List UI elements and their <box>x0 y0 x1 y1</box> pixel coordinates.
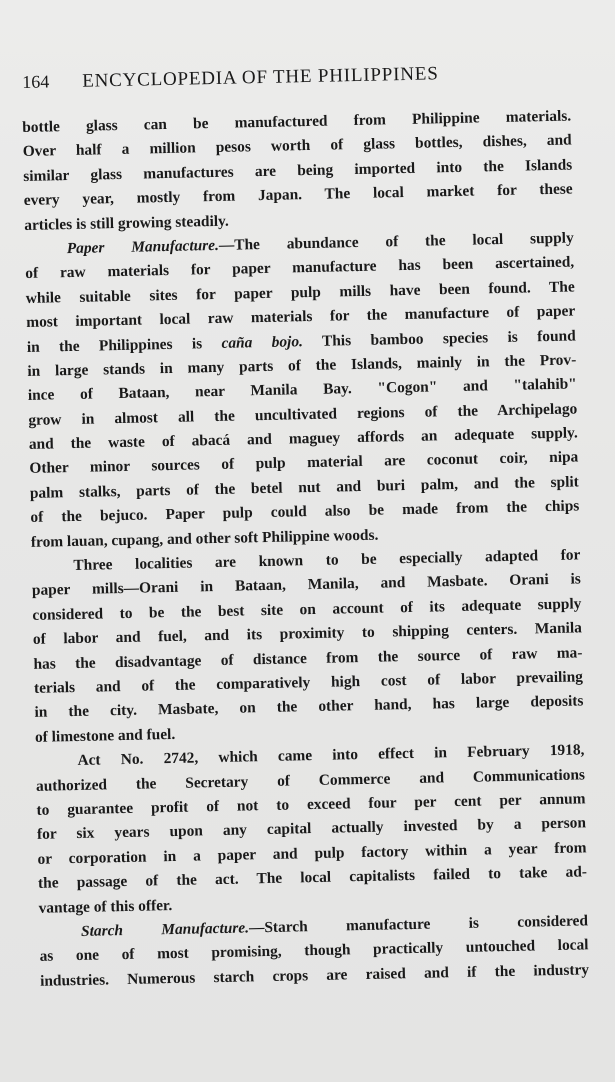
text-line: from lauan, cupang, and other soft Philippine woods. <box>30 526 379 551</box>
text-line: paper mills—Orani in Bataan, Manila, and Masbate. Orani is <box>31 570 582 600</box>
body-text <box>22 105 589 994</box>
paragraph-paper-manufacture <box>25 226 581 555</box>
paragraph-act-2742 <box>35 739 587 921</box>
text-line: terials and of the comparatively high cost of labor prevailing <box>33 668 584 697</box>
text-line: to guarantee profit of not to exceed four per cent per annum <box>36 790 586 819</box>
text-line: and the waste of abacá and maguey affords an adequate supply. <box>28 424 578 454</box>
text-line: in large stands in many parts of the Islands, mainly in the Prov- <box>27 351 577 380</box>
text-line: industries. Numerous starch crops are raised and if the industry <box>39 960 590 990</box>
text-line: every year, mostly from Japan. The local market for these <box>23 180 573 210</box>
text-line: Other minor sources of pulp material are coconut coir, nipa <box>29 448 579 478</box>
text-line: similar glass manufactures are being imported into the Islands <box>23 156 573 185</box>
text-line: ince of Bataan, near Manila Bay. "Cogon" and "talahib" <box>27 375 577 405</box>
text-fragment: —Starch manufacture is considered <box>248 912 589 937</box>
text-line: of limestone and fuel. <box>34 725 176 746</box>
text-fragment: Three localities are known to be especially adapted for <box>73 546 581 575</box>
text-line: vantage of this offer. <box>38 896 173 917</box>
paragraph-localities <box>31 543 584 750</box>
text-line: grow in almost all the uncultivated regions of the Archipelago <box>28 400 578 429</box>
text-line: or corporation in a paper and pulp factory within a year from <box>37 839 587 868</box>
text-line: articles is still growing steadily. <box>24 212 229 234</box>
text-fragment: This bamboo species is found <box>321 326 576 350</box>
text-line: has the disadvantage of distance from the source of raw ma- <box>33 643 583 673</box>
section-heading-paper: Paper Manufacture. <box>66 236 220 258</box>
paragraph-glass <box>22 105 573 238</box>
text-line: bottle glass can be manufactured from Philippine materials. <box>22 107 572 136</box>
text-line: authorized the Secretary of Commerce and Communications <box>35 765 586 795</box>
text-line: while suitable sites for paper pulp mills have been found. The <box>25 278 575 307</box>
text-fragment: —The abundance of the local supply <box>218 229 574 254</box>
text-line: Over half a million pesos worth of glass bottles, dishes, and <box>22 131 572 161</box>
text-line: of the bejuco. Paper pulp could also be made from the chips <box>30 497 580 527</box>
text-fragment: in the Philippines is <box>26 334 203 356</box>
running-title: ENCYCLOPEDIA OF THE PHILIPPINES <box>81 63 439 92</box>
page-number: 164 <box>22 71 50 92</box>
text-line: in the city. Masbate, on the other hand, has large deposits <box>34 692 584 722</box>
text-line: considered to be the best site on account of its adequate supply <box>32 595 582 624</box>
text-line: for six years upon any capital actually invested by a person <box>36 814 587 844</box>
running-header <box>22 61 562 94</box>
text-line: of labor and fuel, and its proximity to shipping centers. Manila <box>32 619 583 649</box>
paragraph-starch-manufacture <box>39 909 589 994</box>
text-line: the passage of the act. The local capitalists failed to take ad- <box>37 863 588 892</box>
text-line: most important local raw materials for the manufacture of paper <box>26 302 576 332</box>
text-fragment: Act No. 2742, which came into effect in February 1918, <box>77 741 585 770</box>
text-line: as one of most promising, though practically untouched local <box>39 936 589 966</box>
text-line: of raw materials for paper manufacture has been ascertained, <box>25 253 575 283</box>
italic-term: caña bojo. <box>221 332 304 352</box>
text-line: palm stalks, parts of the betel nut and buri palm, and the split <box>29 473 579 502</box>
section-heading-starch: Starch Manufacture. <box>80 919 250 940</box>
